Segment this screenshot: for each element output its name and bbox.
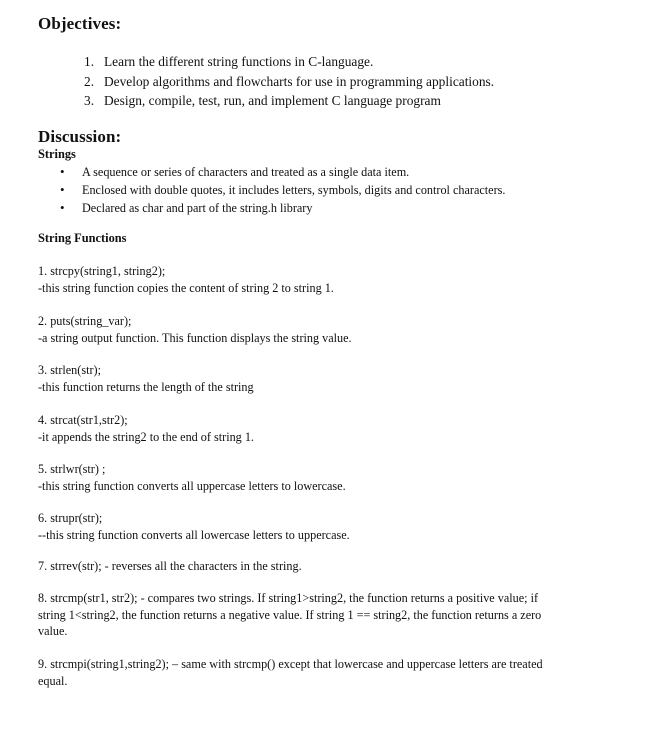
- function-description: -a string output function. This function displays the string value.: [38, 330, 352, 345]
- bullet-icon: •: [60, 164, 65, 179]
- bullet-text: Enclosed with double quotes, it includes letters, symbols, digits and control characters.: [82, 183, 506, 197]
- bullet-icon: •: [60, 200, 65, 215]
- function-signature: 8. strcmp(str1, str2); - compares two strings. If string1>string2, the function returns a positive value; if: [38, 591, 539, 605]
- strings-bullet-list: [60, 163, 505, 217]
- function-entry-strcat: [38, 412, 598, 445]
- function-description: -this string function converts all uppercase letters to lowercase.: [38, 478, 346, 493]
- function-description-continued: value.: [38, 624, 68, 638]
- function-entry-strrev: [38, 558, 598, 575]
- function-entry-strlwr: [38, 461, 598, 494]
- function-description: --this string function converts all lowercase letters to uppercase.: [38, 527, 350, 542]
- objective-text: Learn the different string functions in C-language.: [104, 54, 374, 69]
- function-signature: 6. strupr(str);: [38, 511, 103, 525]
- discussion-heading: Discussion:: [38, 127, 122, 146]
- function-signature: 7. strrev(str); - reverses all the characters in the string.: [38, 559, 302, 573]
- function-signature: 4. strcat(str1,str2);: [38, 413, 128, 427]
- function-description: -this function returns the length of the string: [38, 379, 254, 394]
- function-description: equal.: [38, 673, 68, 688]
- objective-number: 1.: [84, 54, 95, 69]
- function-entry-strupr: [38, 510, 598, 543]
- objective-number: 3.: [84, 93, 95, 108]
- bullet-text: A sequence or series of characters and treated as a single data item.: [82, 165, 410, 179]
- objectives-heading: Objectives:: [38, 14, 122, 33]
- strings-heading: Strings: [38, 147, 76, 161]
- function-description: string 1<string2, the function returns a negative value. If string 1 == string2, the function returns a zero: [38, 607, 542, 622]
- objective-number: 2.: [84, 73, 95, 89]
- function-description: -it appends the string2 to the end of string 1.: [38, 429, 254, 444]
- objective-item: [84, 91, 494, 111]
- function-entry-puts: [38, 313, 598, 346]
- function-entry-strcmpi: [38, 656, 598, 689]
- bullet-item: [60, 163, 505, 181]
- function-signature: 9. strcmpi(string1,string2); – same with strcmp() except that lowercase and uppercase letters are treated: [38, 657, 543, 671]
- bullet-item: [60, 199, 505, 217]
- function-signature: 1. strcpy(string1, string2);: [38, 264, 166, 278]
- bullet-text: Declared as char and part of the string.h library: [82, 201, 313, 215]
- objective-text: Develop algorithms and flowcharts for use in programming applications.: [104, 73, 495, 89]
- function-signature: 5. strlwr(str) ;: [38, 462, 106, 476]
- function-entry-strcmp: [38, 590, 598, 640]
- function-entry-strlen: [38, 362, 598, 395]
- bullet-icon: •: [60, 182, 65, 197]
- bullet-item: [60, 181, 505, 199]
- function-entry-strcpy: [38, 263, 598, 296]
- function-signature: 2. puts(string_var);: [38, 314, 132, 328]
- objectives-list: [84, 52, 494, 111]
- objective-text: Design, compile, test, run, and implement C language program: [104, 93, 441, 108]
- objective-item: [84, 52, 494, 72]
- function-description: -this string function copies the content of string 2 to string 1.: [38, 280, 334, 295]
- string-functions-heading: String Functions: [38, 231, 127, 245]
- objective-item: [84, 72, 494, 92]
- function-signature: 3. strlen(str);: [38, 363, 101, 377]
